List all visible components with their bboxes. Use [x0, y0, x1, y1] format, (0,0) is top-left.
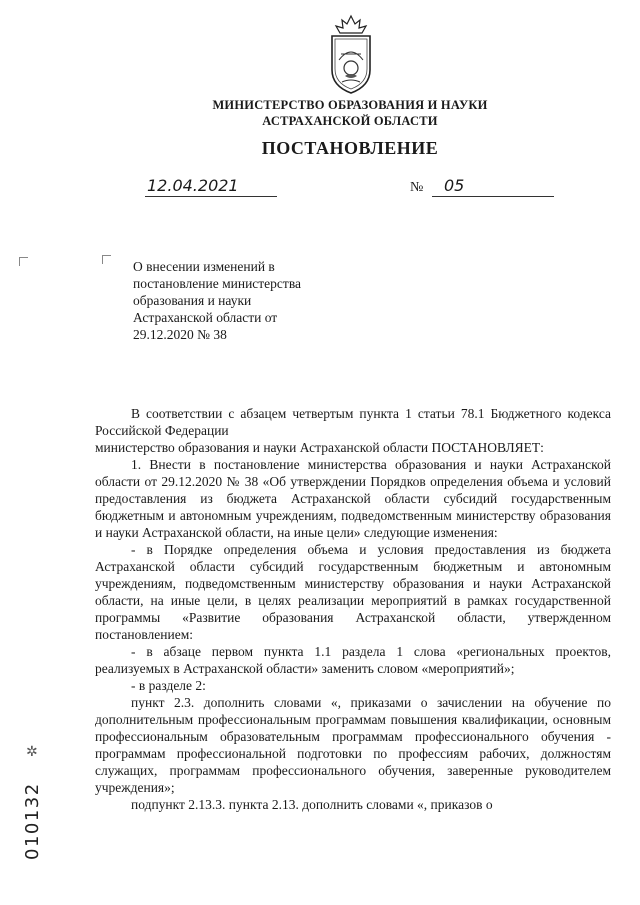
- body-paragraph: В соответствии с абзацем четвертым пункта 1 статьи 78.1 Бюджетного кодекса Российской Федерации: [95, 406, 611, 438]
- corner-mark: [102, 255, 111, 264]
- subject-block: [133, 258, 334, 343]
- body-paragraph: - в Порядке определения объема и условия предоставления из бюджета Астраханской области субсидий государственным бюджетным и автономным учреждениям, подведомственным министерству образования и науки Астраханской области, на иные цели, в целях реализации мероприятий в рамках государственной программы «Развитие образования Астраханской области, утвержденном постановлением:: [95, 542, 611, 642]
- side-stamp-number: 010132: [22, 782, 43, 860]
- document-body: [95, 405, 611, 813]
- ministry-name-line1: МИНИСТЕРСТВО ОБРАЗОВАНИЯ И НАУКИ: [212, 98, 488, 112]
- body-paragraph: подпункт 2.13.3. пункта 2.13. дополнить словами «, приказов о: [131, 797, 493, 812]
- subject-line: образования и науки: [133, 293, 252, 308]
- body-paragraph: 1. Внести в постановление министерства образования и науки Астраханской области от 29.12.2020 № 38 «Об утверждении Порядков определения объема и условий предоставления из бюджета Астраханской области субсидий государственным бюджетным и автономным учреждениям, подведомственным министерству образования и науки Астраханской области, на иные цели» следующие изменения:: [95, 457, 611, 540]
- subject-line: Астраханской области от: [133, 310, 278, 325]
- asterisk-mark-icon: ✲: [26, 745, 38, 760]
- document-date: 12.04.2021: [145, 176, 277, 197]
- corner-mark: [19, 257, 28, 266]
- ministry-name-line2: АСТРАХАНСКОЙ ОБЛАСТИ: [262, 114, 438, 128]
- body-paragraph: - в абзаце первом пункта 1.1 раздела 1 слова «региональных проектов, реализуемых в Астраханской области» заменить словом «мероприятий»;: [95, 644, 611, 676]
- coat-of-arms-icon: [322, 14, 380, 96]
- number-label: №: [410, 180, 424, 195]
- document-number: 05: [432, 176, 554, 197]
- body-paragraph: пункт 2.3. дополнить словами «, приказами о зачислении на обучение по дополнительным профессиональным программам повышения квалификации, основным профессиональным образовательным программам профессионального обучения - программам профессиональной подготовки по профессиям рабочих, должностям служащих, программам профессионального обучения, заверенные руководителем учреждения»;: [95, 695, 611, 795]
- subject-line: 29.12.2020 № 38: [133, 327, 227, 342]
- body-paragraph: - в разделе 2:: [131, 678, 206, 693]
- body-paragraph: министерство образования и науки Астраханской области ПОСТАНОВЛЯЕТ:: [95, 440, 544, 455]
- subject-line: О внесении изменений в: [133, 259, 275, 274]
- subject-line: постановление министерства: [133, 276, 302, 291]
- document-type: ПОСТАНОВЛЕНИЕ: [261, 138, 439, 158]
